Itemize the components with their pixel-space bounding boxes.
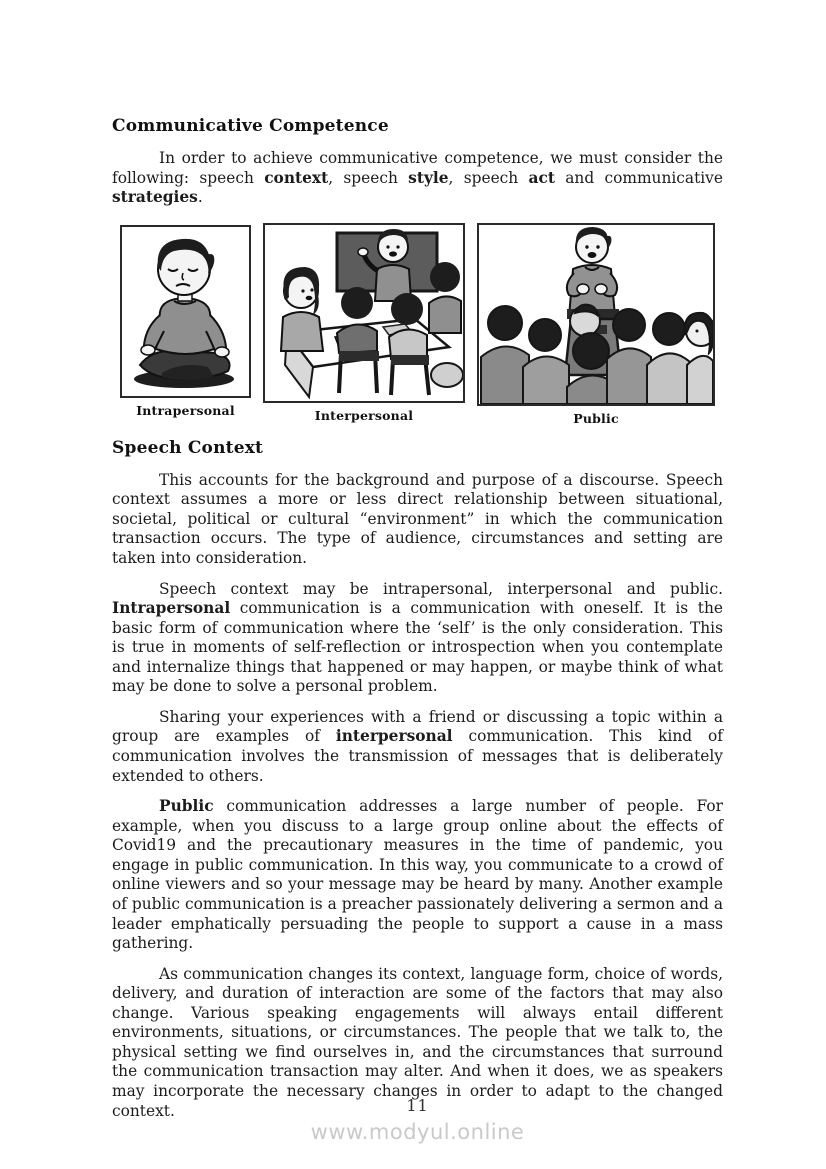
text-run: Sharing your experiences with a friend or discussing a topic within a group are examples of	[112, 707, 723, 746]
text-run: communication is a communication with oneself. It is the basic form of communication where the ‘self’ is the only consideration. This is true in moments of self-reflection or introspection when you contemplate and internalize things that happened or may happen, or maybe think of what may be done to solve a personal problem.	[112, 599, 723, 696]
text-run-bold: style	[408, 168, 449, 187]
figure-caption-intrapersonal: Intrapersonal	[136, 402, 235, 418]
text-run: communication addresses a large number of people. For example, when you discuss to a large group online about the effects of Covid19 and the precautionary measures in the time of pandemic, you engage in public communication. In this way, you communicate to a crowd of online viewers and so your message may be heard by many. Another example of public communication is a preacher passionately delivering a sermon and a leader emphatically persuading the people to support a cause in a mass gathering.	[112, 797, 723, 953]
text-run-bold: strategies	[112, 188, 198, 207]
heading-speech-context: Speech Context	[112, 437, 264, 458]
paragraph-intrapersonal	[112, 580, 723, 697]
text-run: Speech context may be intrapersonal, interpersonal and public.	[159, 579, 723, 598]
page-content	[112, 116, 723, 1132]
watermark: www.modyul.online	[310, 1120, 525, 1144]
text-run: , speech	[328, 168, 409, 187]
text-run-bold: context	[264, 168, 329, 187]
group-discussion-classroom-illustration	[263, 223, 465, 403]
text-run: communication. This kind of communication involves the transmission of messages that is deliberately extended to others.	[112, 727, 723, 785]
paragraph-competence-intro	[112, 149, 723, 208]
figure-caption-public: Public	[573, 410, 619, 426]
text-run: In order to achieve communicative competence, we must consider the following: speech	[112, 149, 723, 187]
figure-caption-interpersonal: Interpersonal	[314, 407, 414, 423]
page-number: 11	[406, 1096, 429, 1115]
speaker-podium-audience-illustration	[477, 223, 715, 406]
figure-intrapersonal	[120, 223, 251, 418]
text-run-bold: Public	[159, 797, 214, 816]
figure-public	[477, 223, 715, 426]
paragraph-speech-context-intro: This accounts for the background and purpose of a discourse. Speech context assumes a more or less direct relationship between situational, societal, political or cultural “environment” in which the communication transaction occurs. The type of audience, circumstances and setting are taken into consideration.	[112, 470, 723, 567]
heading-communicative-competence: Communicative Competence	[112, 116, 389, 136]
boy-sitting-introspection-illustration	[120, 225, 251, 398]
figure-interpersonal	[263, 223, 465, 423]
text-run: .	[197, 188, 203, 207]
paragraph-public	[112, 797, 723, 954]
figures-row	[120, 223, 723, 426]
text-run-bold: interpersonal	[335, 727, 453, 746]
text-run-bold: act	[528, 168, 555, 187]
text-run-bold: Intrapersonal	[112, 599, 231, 618]
text-run: and communicative	[554, 168, 723, 187]
text-run: , speech	[448, 168, 529, 187]
paragraph-context-change: As communication changes its context, language form, choice of words, delivery, and duration of interaction are some of the factors that may also change. Various speaking engagements will always entail different environments, situations, or circumstances. The people that we talk to, the physical setting we find ourselves in, and the circumstances that surround the communication transaction may alter. And when it does, we as speakers may incorporate the necessary changes in order to adapt to the changed context.	[112, 964, 723, 1120]
paragraph-interpersonal	[112, 708, 723, 786]
